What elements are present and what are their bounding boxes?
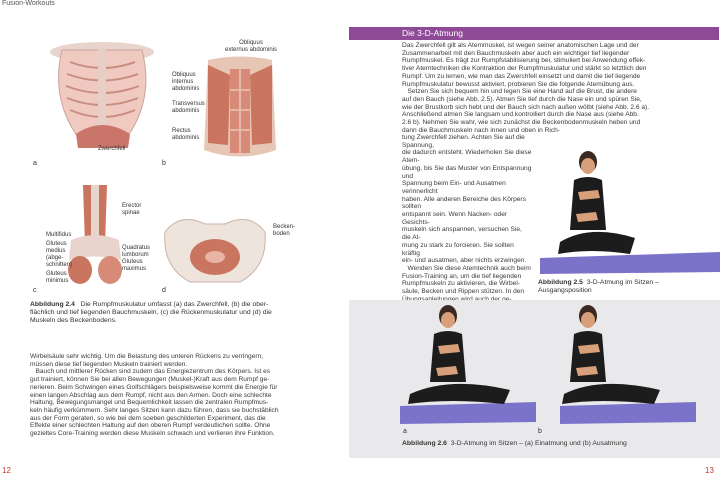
figure-2-5-photo — [540, 150, 720, 275]
text-line: Wenden Sie diese Atemtechnik auch beim — [402, 264, 531, 272]
caption-line: 3-D-Atmung im Sitzen – — [586, 279, 659, 286]
text-line: übung, bis Sie das Muster von Entspannung und — [402, 164, 532, 180]
caption-line: flächlich und tief liegenden Bauchmuskeln, (c) die Rückenmuskulatur und (d) die — [30, 309, 272, 316]
figure-2-6a-photo — [400, 302, 536, 426]
figure-2-4d-pelvic-floor-illustration — [160, 212, 270, 287]
caption-label: Abbildung 2.4 — [30, 301, 75, 308]
figure-2-4c-back-muscles-illustration — [65, 185, 125, 285]
label-gluteus-minimus: Gluteus minimus — [46, 271, 69, 284]
label-zwerchfell: Zwerchfell — [98, 146, 126, 152]
section-heading-bar — [349, 27, 719, 40]
panel-label-d: d — [162, 287, 166, 294]
text-line: Rumpfmuskel. Es trägt zur Rumpfstabilisierung bei, stimuliert bei Anwendung effek- — [402, 57, 646, 65]
panel-label-b: b — [162, 160, 166, 167]
figure-2-5-caption — [538, 279, 718, 295]
label-erector-spinae: Erector spinae — [122, 203, 142, 216]
caption-line: Ausgangsposition — [538, 287, 592, 294]
text-line: Anschließend atmen Sie langsam und kontrolliert durch die Nase aus (siehe Abb. — [402, 111, 639, 119]
text-line: Das Zwerchfell gilt als Atemmuskel, ist wegen seiner anatomischen Lage und der — [402, 42, 639, 49]
text-line: 2.6 b). Nehmen Sie wahr, wie sich zunächst die Beckenbodenmuskeln heben und — [402, 119, 641, 127]
text-line: die dadurch entsteht. Wiederholen Sie diese Atem- — [402, 149, 532, 165]
label-gluteus-medius: Gluteus medius (abge- schnitten) — [46, 241, 73, 268]
text-line: keln häufig verkümmern. Sehr langes Sitzen kann dazu führen, dass sie buchstäblich — [30, 406, 279, 414]
text-line: säule, Becken und Rippen stützen. In den — [402, 288, 525, 296]
text-line: entspannt sein. Wenn Nacken- oder Gesichts- — [402, 211, 508, 226]
label-gluteus-maximus: Gluteus maximus — [122, 259, 147, 272]
panel-label-c: c — [33, 287, 37, 294]
text-line: Zusammenarbeit mit den Bauchmuskeln aber auch ein wichtiger tief liegender — [402, 49, 630, 57]
text-line: Fusion-Training an, um die tief liegenden — [402, 272, 522, 280]
caption-line: Die Rumpfmuskulatur umfasst (a) das Zwerchfell, (b) die ober- — [80, 301, 269, 308]
text-line: nerieren. Beim Schwingen eines Golfschlägers beispielsweise kommt die Energie für — [30, 383, 278, 391]
page-number-right: 13 — [705, 466, 714, 475]
panel-label-a: a — [33, 160, 37, 167]
text-line: Wirbelsäule sehr wichtig. Um die Belastung des unteren Rückens zu verringern, — [30, 353, 264, 360]
label-quadratus-lumborum: Quadratus lumborum — [122, 245, 151, 258]
text-line: Haltung, Bewegungsmangel und Bequemlichkeit lassen die zentralen Rumpfmus- — [30, 399, 269, 407]
figure-2-4-caption — [30, 301, 305, 325]
text-line: tung Zwerchfell ziehen. Achten Sie auf die Spannung, — [402, 134, 525, 149]
figure-2-4b-abdominals-illustration — [200, 55, 280, 165]
text-line: Effekte einer schlechten Haltung auf den oberen Rumpf verdeutlichen sollte. Ohne — [30, 422, 271, 430]
label-beckenboden: Becken- boden — [273, 224, 296, 237]
text-line: Setzen Sie sich bequem hin und legen Sie eine Hand auf die Brust, die andere — [402, 88, 637, 96]
caption-label: Abbildung 2.5 — [538, 279, 583, 286]
text-line: tiver Atemtechniken die Kontraktion der Rumpfmuskulatur und stärkt so letztlich den — [402, 65, 647, 73]
text-line: aus der Form geraten, so wie bei dem soeben geschilderten Experiment, das die — [30, 414, 266, 422]
left-body-text — [30, 353, 308, 438]
text-line: einen langen Abschlag aus dem Rumpf, nicht aus den Armen. Doch eine schlechte — [30, 391, 272, 399]
panel-label-2-6a: a — [403, 428, 407, 435]
text-line: wie der Brustkorb sich hebt und der Bauch sich nach außen wölbt (siehe Abb. 2.6 a). — [402, 103, 650, 111]
page-number-left: 12 — [2, 466, 11, 475]
text-line: Rumpfmuskeln zu aktivieren, die Wirbel- — [402, 280, 520, 288]
label-obliquus-externus: Obliquus externus abdominis — [225, 40, 278, 53]
figure-2-4a-ribcage-illustration — [40, 30, 165, 160]
text-line: Rumpf. Um zu lernen, wie man das Zwerchfell einsetzt und damit die tief liegende — [402, 72, 641, 80]
text-line: mung zu stark zu forcieren. Sie sollten kräftig — [402, 241, 514, 257]
label-obliquus-internus: Obliquus internus abdominis — [172, 72, 200, 92]
caption-line: Muskeln des Beckenbodens. — [30, 317, 117, 324]
running-head: Fusion-Workouts — [2, 0, 55, 7]
text-line: dann die Bauchmuskeln nach innen und oben in Rich- — [402, 126, 560, 134]
text-line: Bauch und mittlerer Rücken sind zudem das Energiezentrum des Körpers. Ist es — [30, 368, 271, 376]
caption-label: Abbildung 2.6 — [402, 440, 447, 447]
panel-label-2-6b: b — [538, 428, 542, 435]
figure-2-6b-photo — [560, 302, 696, 426]
figure-2-6-caption — [402, 440, 718, 448]
right-body-text-narrow — [402, 134, 532, 319]
text-line: müssen diese tief liegenden Muskeln trainiert werden. — [30, 360, 188, 368]
text-line: haben. Alle anderen Bereiche des Körpers sollten — [402, 195, 526, 211]
caption-text: 3-D-Atmung im Sitzen – (a) Einatmung und (b) Ausatmung — [450, 440, 627, 447]
text-line: auf den Bauch (siehe Abb. 2.5). Atmen Sie tief durch die Nase ein und spüren Sie, — [402, 95, 642, 103]
text-line: Spannung beim Ein- und Ausatmen verinnerlicht — [402, 180, 506, 195]
text-line: ein- und ausatmen, aber nichts erzwingen. — [402, 257, 527, 265]
text-line: gezieltes Core-Training werden diese Muskeln schwach und verlieren ihre Funktion. — [30, 430, 275, 438]
text-line: gut trainiert, können Sie bei allen Bewegungen (Muskel-)Kraft aus dem Rumpf ge- — [30, 376, 270, 384]
label-rectus: Rectus abdominis — [172, 128, 200, 141]
label-transversus: Transversus abdominis — [172, 101, 205, 114]
text-line: Rumpfmuskulatur bewusst aktiviert, probieren Sie die folgende Atemübung aus. — [402, 80, 635, 88]
text-line: muskeln sich anspannen, versuchen Sie, die At- — [402, 226, 522, 242]
section-title: Die 3-D-Atmung — [402, 28, 463, 38]
right-body-text — [402, 42, 719, 134]
label-multifidus: Multifidus — [46, 232, 72, 238]
